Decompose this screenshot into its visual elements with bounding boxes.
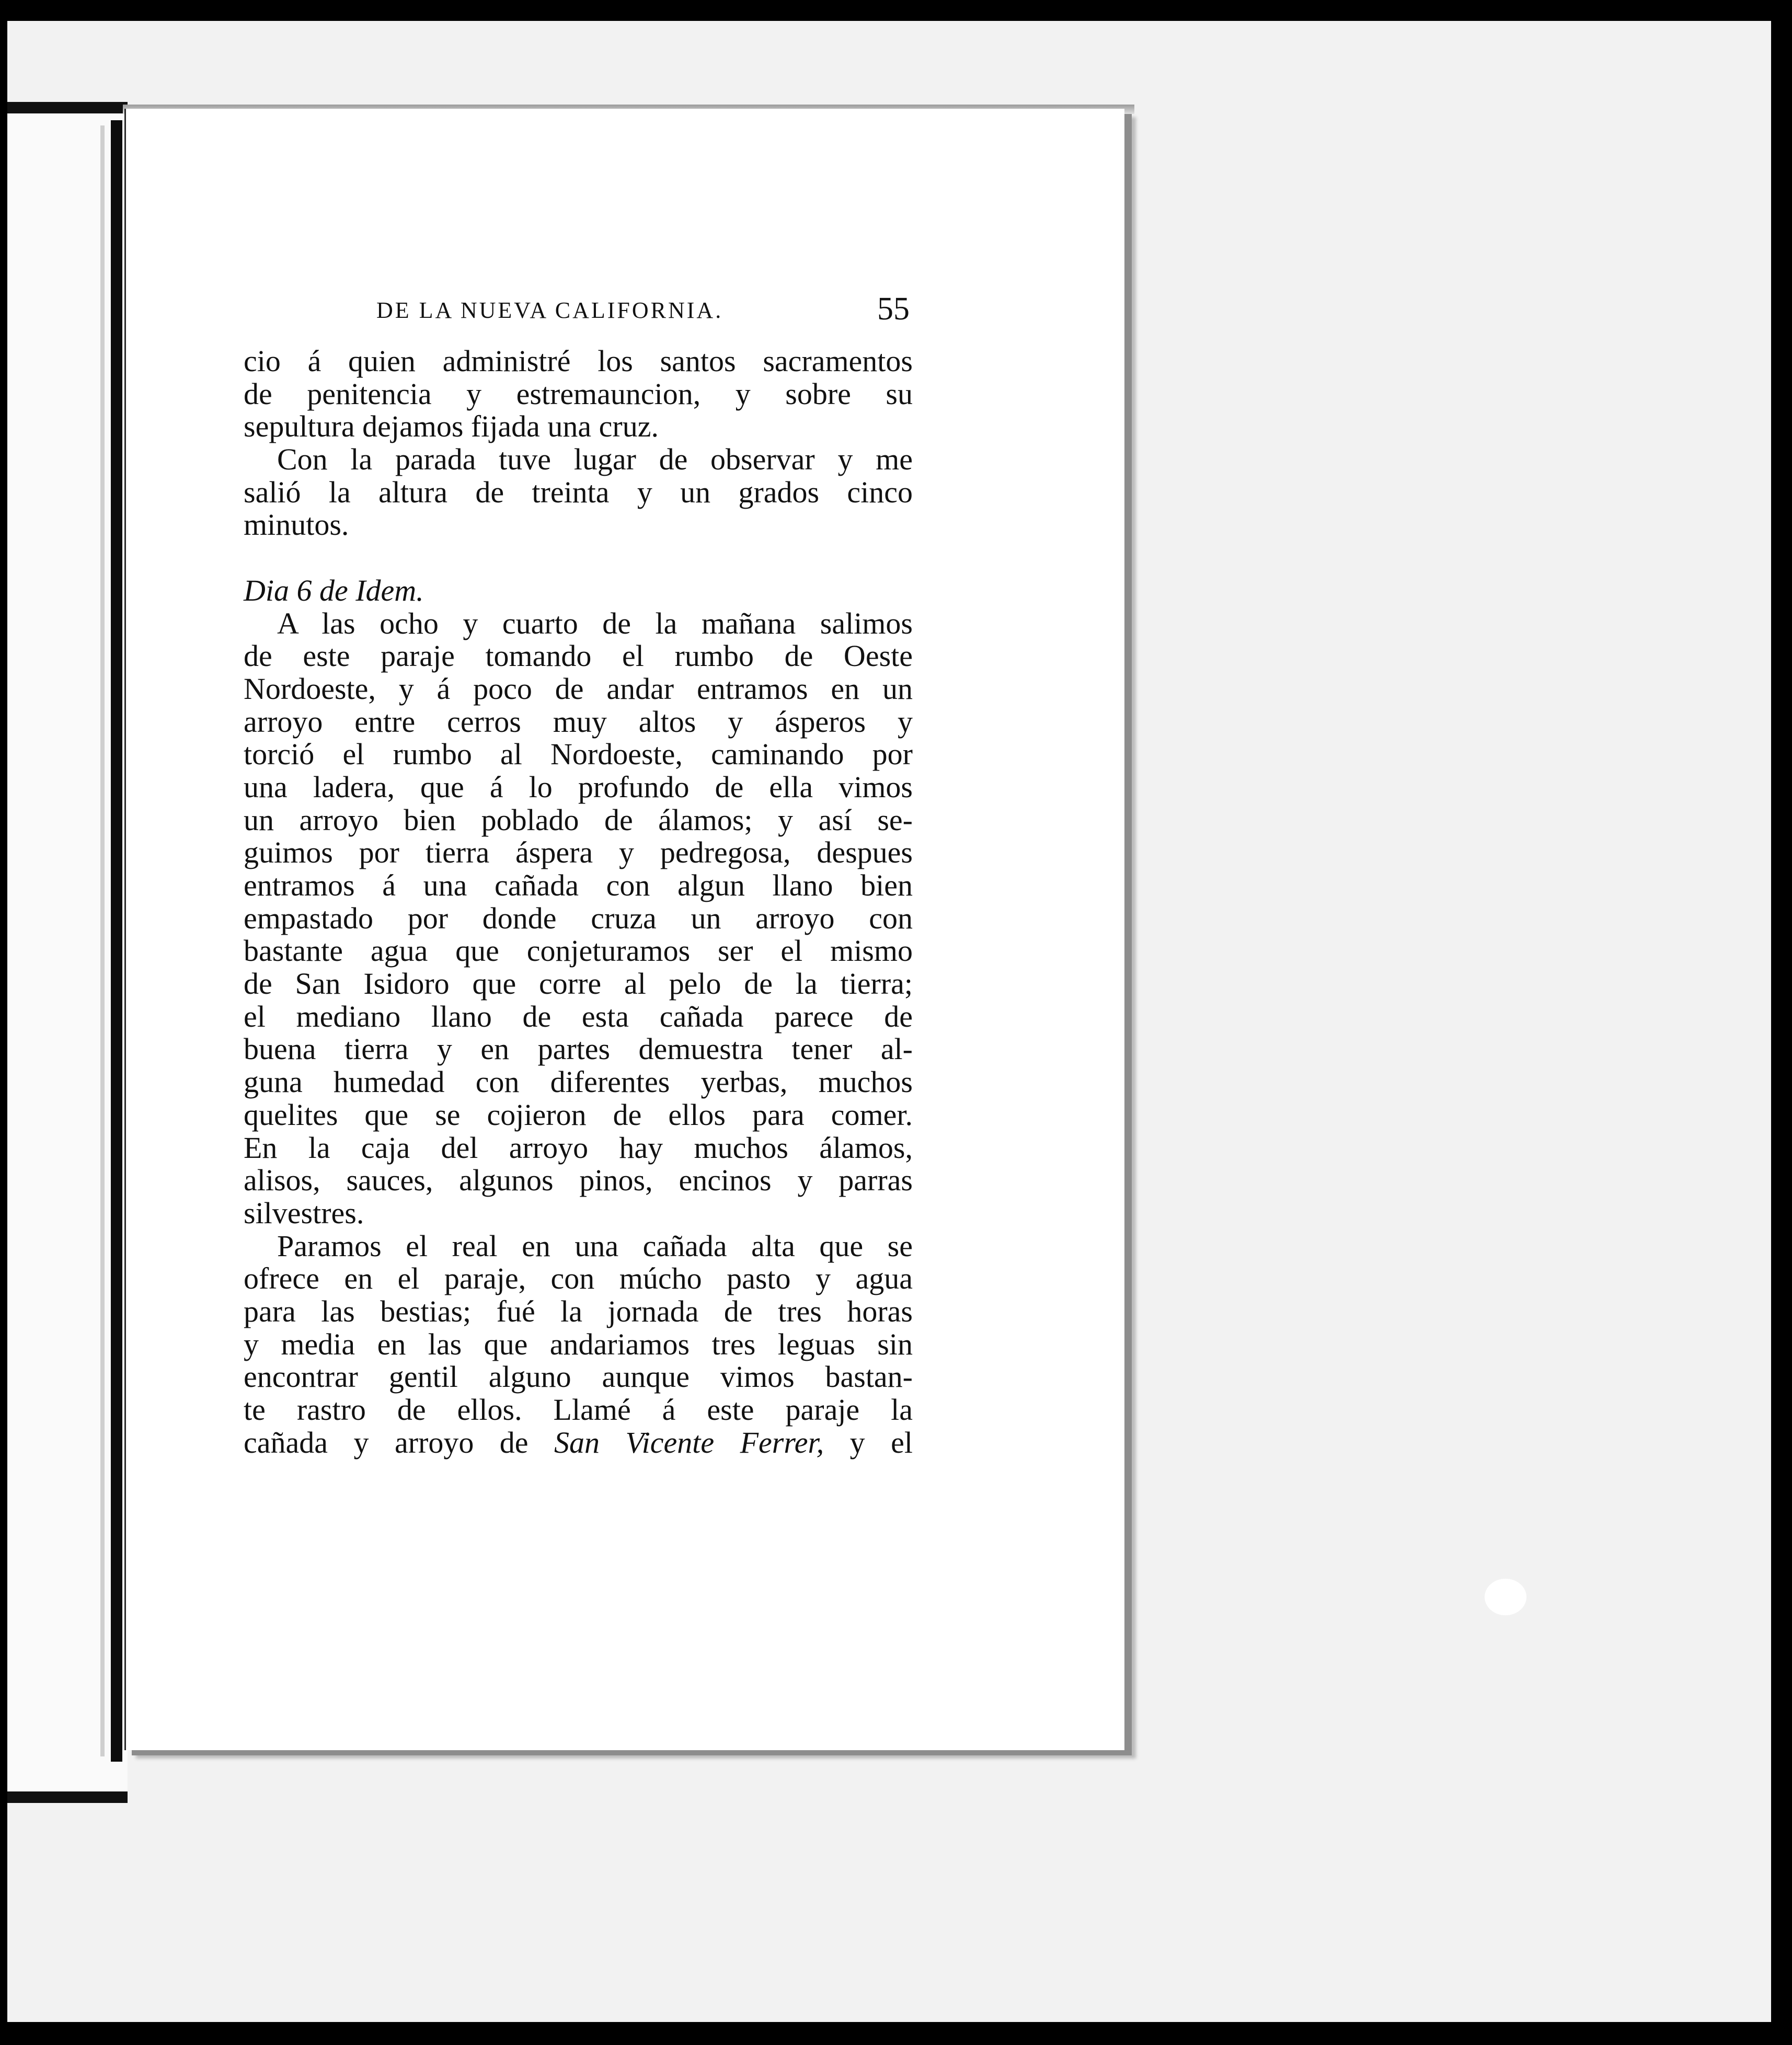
date-heading: Dia 6 de Idem. — [244, 573, 424, 607]
text-line: arroyo entre cerros muy altos y ásperos y — [244, 704, 913, 739]
text-line: ofrece en el paraje, con múcho pasto y agua — [244, 1261, 913, 1296]
text-line: y media en las que andariamos tres leguas sin — [244, 1327, 913, 1361]
scan-border-left — [0, 0, 7, 2045]
text-line: guimos por tierra áspera y pedregosa, despues — [244, 835, 913, 870]
scan-border-right — [1771, 0, 1792, 2045]
text-line: cio á quien administré los santos sacramentos — [244, 344, 913, 378]
text-line: En la caja del arroyo hay muchos álamos, — [244, 1130, 913, 1165]
text-run: y el — [824, 1425, 913, 1460]
text-line: un arroyo bien poblado de álamos; y así se- — [244, 802, 913, 837]
cover-gap — [100, 125, 105, 1756]
text-line: buena tierra y en partes demuestra tener al- — [244, 1032, 913, 1066]
text-line: Paramos el real en una cañada alta que se — [277, 1228, 913, 1263]
text-line: te rastro de ellos. Llamé á este paraje la — [244, 1393, 913, 1427]
text-line: el mediano llano de esta cañada parece de — [244, 999, 913, 1033]
text-line: minutos. — [244, 508, 349, 542]
text-line: sepultura dejamos fijada una cruz. — [244, 409, 659, 444]
text-line: A las ocho y cuarto de la mañana salimos — [277, 606, 913, 640]
text-line: una ladera, que á lo profundo de ella vimos — [244, 769, 913, 804]
text-line: de este paraje tomando el rumbo de Oeste — [244, 639, 913, 673]
scan-speck — [1485, 1579, 1526, 1615]
text-line: para las bestias; fué la jornada de tres horas — [244, 1294, 913, 1328]
text-line: quelites que se cojieron de ellos para comer. — [244, 1097, 913, 1132]
text-line: salió la altura de treinta y un grados cinco — [244, 475, 913, 509]
book-cover — [7, 102, 128, 1803]
text-line: bastante agua que conjeturamos ser el mismo — [244, 934, 913, 968]
place-name: San Vicente Ferrer, — [554, 1425, 824, 1460]
text-line: guna humedad con diferentes yerbas, muchos — [244, 1065, 913, 1099]
text-run: cañada y arroyo de — [244, 1425, 555, 1460]
text-line: Con la parada tuve lugar de observar y me — [277, 442, 913, 477]
text-line-final — [244, 1427, 913, 1460]
text-line: encontrar gentil alguno aunque vimos bastan- — [244, 1360, 913, 1394]
text-line: Nordoeste, y á poco de andar entramos en un — [244, 671, 913, 706]
page-number: 55 — [877, 291, 910, 327]
scan-border-bottom — [0, 2022, 1792, 2045]
text-line: torció el rumbo al Nordoeste, caminando por — [244, 737, 913, 772]
text-line: de San Isidoro que corre al pelo de la tierra; — [244, 967, 913, 1001]
text-line: alisos, sauces, algunos pinos, encinos y parras — [244, 1163, 913, 1198]
text-line: de penitencia y estremauncion, y sobre su — [244, 376, 913, 411]
paragraph-gap — [244, 542, 913, 575]
book-spine — [111, 120, 122, 1762]
scan-border-top — [0, 0, 1792, 21]
text-line: silvestres. — [244, 1196, 364, 1230]
running-head — [376, 291, 910, 328]
text-line: entramos á una cañada con algun llano bien — [244, 868, 913, 902]
text-line: empastado por donde cruza un arroyo con — [244, 901, 913, 935]
body-text — [244, 345, 913, 1459]
running-title: DE LA NUEVA CALIFORNIA. — [376, 297, 723, 323]
